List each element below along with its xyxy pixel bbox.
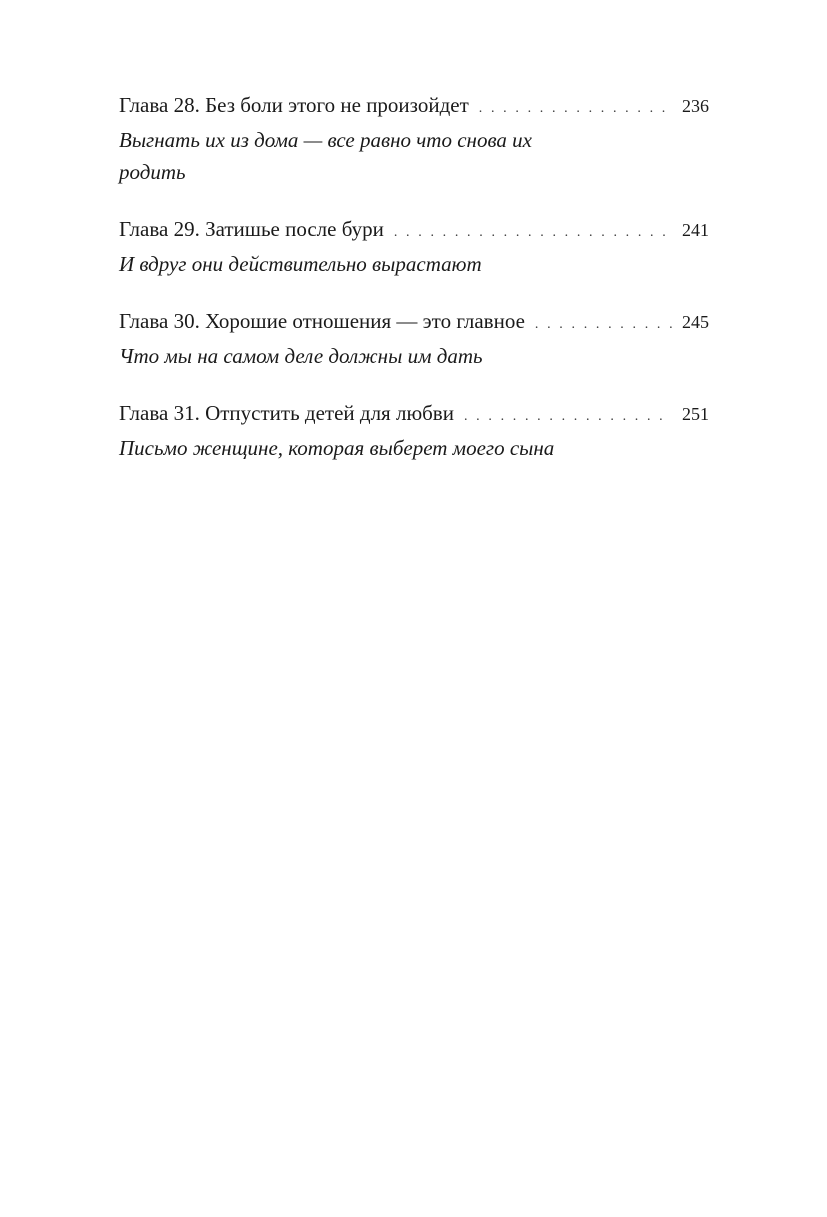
- chapter-subtitle: Письмо женщине, которая выберет моего сына: [119, 436, 555, 460]
- table-of-contents: [119, 90, 709, 490]
- page-number: 245: [682, 312, 709, 332]
- page-number: 251: [682, 404, 709, 424]
- dot-leader: [464, 402, 672, 432]
- toc-entry-heading: [119, 214, 709, 248]
- chapter-subtitle: И вдруг они действительно вырастают: [119, 252, 482, 276]
- dot-leader: [394, 218, 672, 248]
- chapter-title: Глава 29. Затишье после бури: [119, 217, 384, 241]
- chapter-title: Глава 28. Без боли этого не произойдет: [119, 93, 469, 117]
- toc-entry-heading: [119, 398, 709, 432]
- toc-entry-chapter-30: [119, 306, 709, 372]
- dot-leader: [479, 94, 672, 124]
- toc-entry-chapter-31: [119, 398, 709, 464]
- page-number: 241: [682, 220, 709, 240]
- chapter-title: Глава 31. Отпустить детей для любви: [119, 401, 454, 425]
- toc-entry-heading: [119, 306, 709, 340]
- chapter-subtitle: Что мы на самом деле должны им дать: [119, 344, 483, 368]
- dot-leader: [535, 310, 672, 340]
- chapter-subtitle: Выгнать их из дома — все равно что снова их родить: [119, 128, 532, 184]
- toc-entry-chapter-29: [119, 214, 709, 280]
- toc-entry-chapter-28: [119, 90, 709, 188]
- toc-entry-heading: [119, 90, 709, 124]
- page-number: 236: [682, 96, 709, 116]
- chapter-title: Глава 30. Хорошие отношения — это главное: [119, 309, 525, 333]
